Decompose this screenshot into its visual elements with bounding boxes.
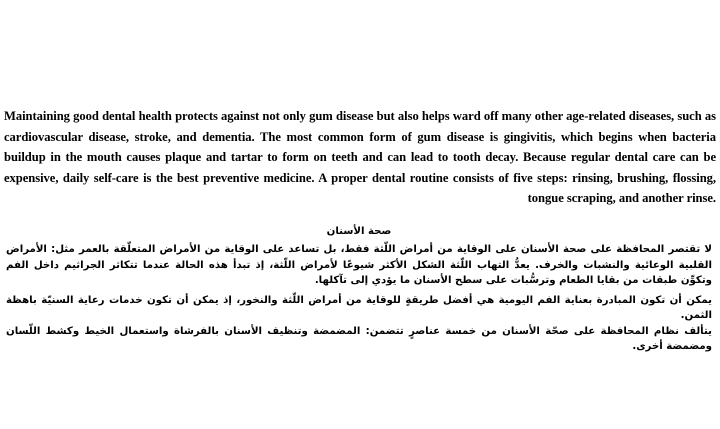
- arabic-paragraph-1: لا تقتصر المحافظة على صحة الأسنان على الوقاية من أمراض اللّثة فقط، بل تساعد على الوقاية من الأمراض المتعلّقة بالعمر مثل: الأمراض القلبية الوعائية والنشبات والخرف. يعدُّ التهاب اللّثة الشكل الأكثر شيوعًا لأمراض اللّثة، إذ تبدأ هذه الحالة عندما تتكاثر الجراثيم داخل الفم وتكوِّن طبقات من بقايا الطعام وترسُّبات على سطح الأسنان ما يؤدي إلى تآكلها.: [6, 244, 712, 286]
- english-paragraph: [4, 106, 716, 209]
- arabic-paragraph-2: يمكن أن تكون المبادرة بعناية الفم اليومية هي أفضل طريقةٍ للوقاية من أمراض اللّثة والنخور، إذ يمكن أن تكون خدمات رعاية السنيّة باهظة الثمن.: [6, 294, 712, 321]
- arabic-paragraph-3: يتألف نظام المحافظة على صحّة الأسنان من خمسة عناصرٍ تتضمن: المضمضة وتنظيف الأسنان بالفرشاة واستعمال الخيط وكشط اللّسان ومضمضة أخرى.: [6, 325, 712, 352]
- arabic-title: صحة الأسنان: [326, 226, 392, 237]
- english-paragraph-text: Maintaining good dental health protects against not only gum disease but also helps ward off many other age-related diseases, such as cardiovascular disease, stroke, and dementia. The most common form of gum disease is gingivitis, which begins when bacteria buildup in the mouth causes plaque and tartar to form on teeth and can lead to tooth decay. Because regular dental care can be expensive, daily self-care is the best preventive medicine. A proper dental routine consists of five steps: rinsing, brushing, flossing, tongue scraping, and another rinse.: [4, 109, 716, 205]
- arabic-section: [6, 225, 712, 355]
